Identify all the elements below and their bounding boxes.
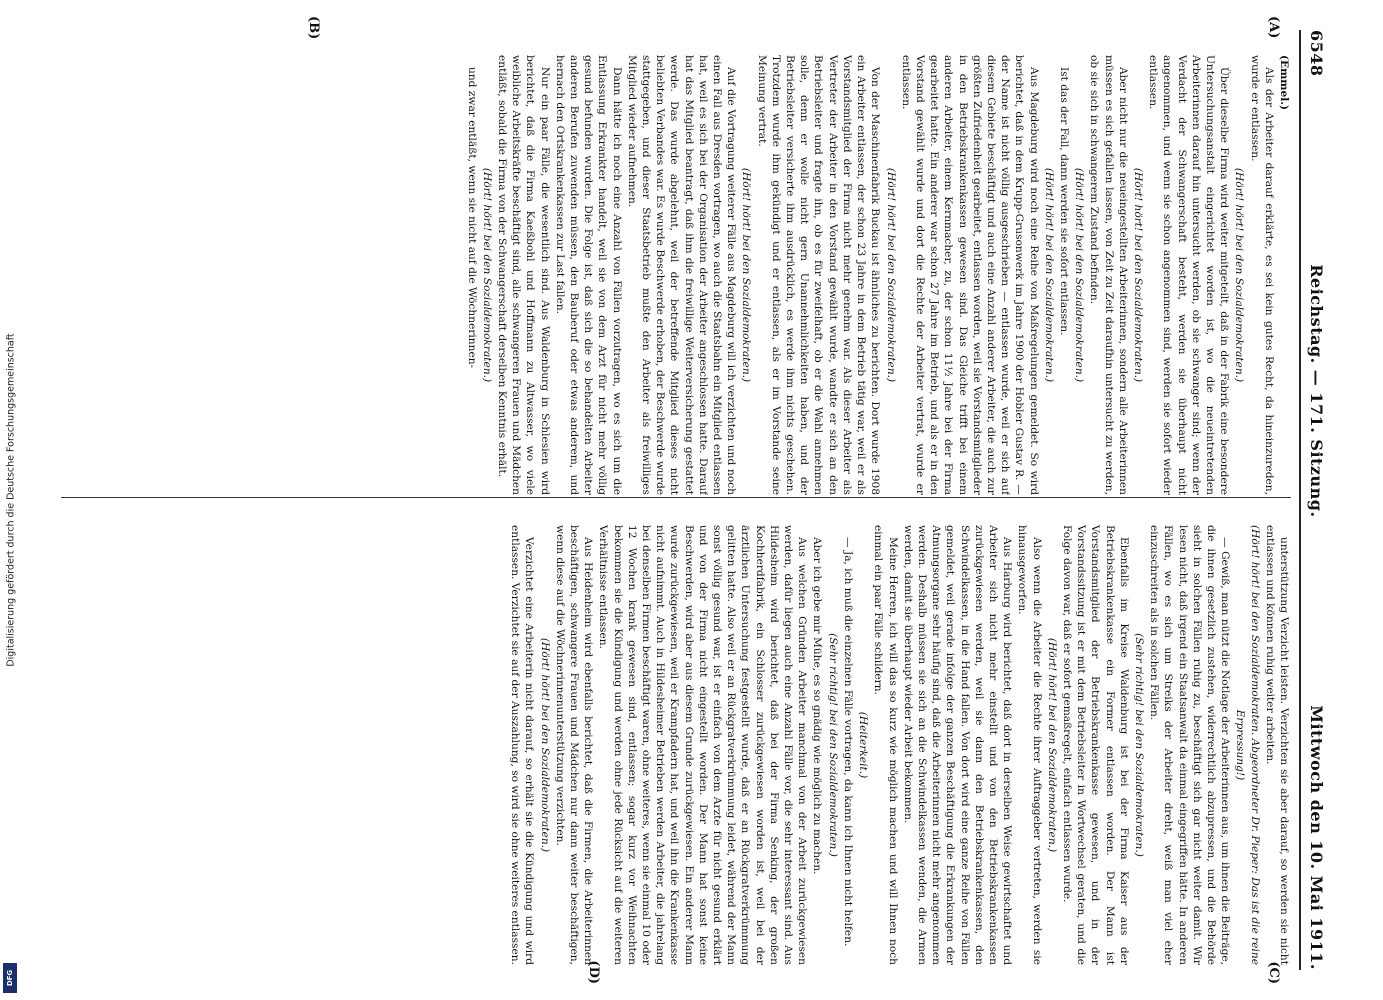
page-date: Mittwoch den 10. Mai 1911. [1307, 705, 1327, 970]
interjection: (Hört! hört! bei den Sozialdemokraten.) [1042, 167, 1055, 383]
paragraph: Von der Maschinenfabrik Buckau ist ähnliches zu berichten. Dort wurde 1908 ein Arbeiter entlassen, der schon 23 Jahre in dem Betrieb tätig war, weil er als Vorstandsmitglied der Firma nicht mehr genehm war. Als dieser Arbeiter als Vertreter der Arbeiter in den Vorstand gewählt wurde, wandte er sich an den Betriebsleiter und fragte ihn, ob es für zweifelhaft, ob er die Wahl annehmen solle, denn er wolle nicht gern Unannehmlichkeiten haben, und der Betriebsleiter versicherte ihm ausdrücklich, es werde ihm nichts geschehen. Trotzdem wurde ihm gekündigt und er entlassen, als er im Vorstande seine Meinung vertrat. [755, 55, 882, 495]
paragraph: Also wenn die Arbeiter die Rechte ihrer Auftraggeber vertreten, werden sie hinausgeworfen. [1016, 525, 1043, 965]
header-rule [1299, 30, 1301, 970]
paragraph: — Ja, ich muß die einzelnen Fälle vortragen, da kann ich Ihnen nicht helfen. [841, 537, 854, 947]
document-page [41, 10, 1341, 990]
right-column [61, 525, 1291, 965]
interjection: (Heiterkeit.) [857, 711, 870, 779]
paragraph: Als der Arbeiter darauf erklärte, es sei kein gutes Recht, da hineinzureden, wurde er entlassen. [1248, 55, 1275, 495]
margin-mark-a: (A) [1266, 16, 1281, 39]
paragraph: Verzichtet eine Arbeiterin nicht darauf, so erhält sie die Kündigung und wird entlassen. Verzichtet sie auf der Auszahlung, so wird sie ohne weiteres entlassen. [509, 525, 536, 965]
paragraph: Meine Herren, ich will das so kurz wie möglich machen und will Ihnen noch einmal ein paar Fälle schildern. [872, 525, 899, 965]
interjection: (Sehr richtig! bei den Sozialdemokraten.) [1132, 633, 1145, 857]
paragraph: Über dieselbe Firma wird weiter mitgeteilt, daß in der Fabrik eine besondere Untersuchungsanstalt eingerichtet worden ist, wo die neueintretenden Arbeiterinnen darauf hin untersucht werden, ob sie schwanger sind; wenn der Verdacht der Schwangerschaft besteht, werden sie überhaupt nicht angenommen, und wenn sie schon angenommen sind, werden sie sofort wieder entlassen. [1147, 55, 1231, 495]
interjection: (Hört! hört! bei den Sozialdemokraten. Abgeordneter Dr. Pieper: Das ist die reine Erpressung!) [1234, 525, 1261, 965]
paragraph: — Gewiß, man nützt die Notlage der Arbeiterinnen aus, um ihnen die Beiträge, die ihnen gesetzlich zustehen, widerrechtlich abzupressen, und die Behörde sieht in solchen Fällen ruhig zu, beschäftigt sich gar nicht weiter damit. Wir lesen nicht, daß irgend ein Staatsanwalt da einmal eingegriffen hätte. In anderen Fällen, wo es sich um Streiks der Arbeiter dreht, weiß man viel eher einzuschreiten als in solchen Fällen. [1148, 525, 1232, 965]
interjection: (Hört! hört! bei den Sozialdemokraten.) [480, 167, 493, 383]
interjection: (Hört! hört! bei den Sozialdemokraten.) [1233, 167, 1246, 383]
interjection: (Hört! hört! bei den Sozialdemokraten.) [1045, 637, 1058, 853]
margin-mark-d: (D) [586, 960, 601, 984]
paragraph: Nur ein paar Fälle, die wesentlich sind. Aus Waldenburg in Schlesien wird berichtet, daß die Firma Kaeßbohl und Hoffmann zu Altwasser, wo viele weibliche Arbeitskräfte beschäftigt sind, alle schwangeren Frauen und Mädchen entläßt, sobald die Firma von der Schwangerschaft derselben Kenntnis erhält. [496, 55, 551, 495]
interjection: (Hört! hört! bei den Sozialdemokraten.) [740, 167, 753, 383]
paragraph: Dann hätte ich noch eine Anzahl von Fällen vorzutragen, wo es sich um die Entlassung Erkrankter handelt, weil sie von dem Arzt für nicht mehr völlig gesund befunden wurden. Die Folge ist, daß sich die so behandelten Arbeiter anderen Berufen zuwenden müssen, den Bauberuf oder etwas anderem, und hernach den Ortskrankenkassen zur Last fallen. [553, 55, 623, 495]
paragraph: Ebenfalls im Kreise Waldenburg ist bei der Firma Kaiser aus der Betriebskrankenkasse ein Former entlassen worden. Der Mann ist Vorstandsmitglied der Betriebskrankenkasse gewesen, und in der Vorstandssitzung ist er mit dem Betriebsleiter in Wortwechsel geraten, und die Folge davon war, daß er sofort gemaßregelt, einfach entlassen wurde. [1060, 525, 1130, 965]
paragraph: Ist das der Fall, dann werden sie sofort entlassen. [1057, 67, 1070, 336]
speaker-name: (Emmel.) [1278, 55, 1290, 110]
paragraph: Aus welchen Gründen Arbeiter manchmal von der Arbeit zurückgewiesen werden, dafür liegen auch eine Anzahl Fälle vor, die sehr interessant sind. Aus Hildesheim wird berichtet, daß bei der Firma Senking, der großen Kochherdfabrik, ein Schlosser zurückgewiesen worden ist, weil bei der ärztlichen Untersuchung festgestellt wurde, daß er an Rückgratverkrümmung gelitten hatte. Also weil er an Rückgratverkrümmung leidet, während der Mann sonst völlig gesund war, ist er einfach von dem Arzte für nicht gesund erklärt und von der Firma nicht eingestellt worden. Der Mann hat sonst keine Beschwerden, wird aber aus diesem Grunde zurückgewiesen. Ein anderer Mann wurde zurückgewiesen, weil er Krampfadern hat, und weil ihn die Krankenkasse nicht aufnimmt. Auch in Hildesheimer Betrieben werden Arbeiter, die jahrelang bei denselben Firmen beschäftigt waren, ohne weiteres, wenn sie einmal 10 oder 12 Wochen krank gewesen sind, entlassen; sogar kurz vor Weihnachten bekommen sie die Kündigung und werden ohne jede Rücksicht auf die weiteren Verhältnisse entlassen. [597, 525, 809, 965]
paragraph: Aus Heidenheim wird ebenfalls berichtet, daß die Firmen, die Arbeiterinnen beschäftigen, schwangere Frauen und Mädchen nur dann weiter beschäftigen, wenn diese auf die Wöchnerinnenunterstützung verzichten. [553, 525, 595, 965]
digitization-credit [4, 0, 18, 1000]
paragraph: Aber ich gebe mir Mühe, es so gnädig wie möglich zu machen. [811, 537, 824, 875]
left-column [61, 55, 1291, 495]
interjection: (Sehr richtig! bei den Sozialdemokraten.) [826, 633, 839, 857]
paragraph: Auf die Vortragung weiterer Fälle aus Magdeburg will ich verzichten und noch einen Fall aus Dresden vortragen, wo auch die Staatsbahn ein Mitglied entlassen hat, weil es sich bei der Organisation der Arbeiter angeschlossen hatte. Darauf hat das Mitglied beantragt, daß ihm die freiwillige Weiterversicherung gestattet werde. Das wurde abgelehnt, weil der betreffende Mitglied dieses nicht beliebten Verbandes war. Es wurde Beschwerde erhoben, der Beschwerde wurde stattgegeben, und dieser Staatsbetrieb mußte den Arbeiter als freiwilliges Mitglied wieder aufnehmen. [625, 55, 738, 495]
paragraph: unterstützung Verzicht leisten. Verzichten sie aber darauf, so werden sie nicht entlassen und können ruhig weiter arbeiten. [1263, 525, 1290, 965]
paragraph: Aus Harburg wird berichtet, daß dort in derselben Weise gewirtschaftet und Arbeiter sich nicht mehr einstellt und von den Betriebskrankenkassen zurückgewiesen werden, weil sie dann den Betriebskrankenkassen, den Schwindelkassen, in die Hand fallen. Von dort wird eine ganze Reihe von Fällen gemeldet, weil gerade infolge der ganzen Beschäftigung die Erkrankungen der Atmungsorgane sehr häufig sind, daß die Arbeiterinnen nicht mehr angenommen werden. Deshalb müssen sie sich an die Schwindelkassen wenden, die Armen werden, damit sie überhaupt wieder Arbeit bekommen. [901, 525, 1014, 965]
dfg-logo-text: DFG [6, 969, 14, 987]
paragraph: Aber nicht nur die neueingestellten Arbeiterinnen, sondern alle Arbeiterinnen müssen es sich gefallen lassen, von Zeit zu Zeit daraufhin untersucht zu werden, ob sie sich in schwangerem Zustand befinden. [1088, 55, 1129, 495]
margin-mark-b: (B) [306, 16, 321, 40]
interjection: (Hört! hört! bei den Sozialdemokraten.) [1073, 167, 1086, 383]
column-divider [61, 497, 1291, 498]
page-title: Reichstag. — 171. Sitzung. [1307, 264, 1327, 518]
interjection: (Hört! hört! bei den Sozialdemokraten.) [884, 167, 897, 383]
dfg-logo [3, 963, 17, 993]
page-number: 6548 [1307, 30, 1327, 77]
margin-mark-c: (C) [1266, 961, 1281, 984]
paragraph: Aus Magdeburg wird noch eine Reihe von Maßregelungen gemeldet. So wird berichtet, daß in dem Krupp-Grusonwerk im Jahre 1900 der Hobler Gustav R. — der Name ist nicht völlig ausgeschrieben — entlassen wurde, weil er sich auf diesem Gebiete beschäftigt und auch eine Anzahl anderer Arbeiter, die auch zur größten Zufriedenheit gearbeitet, entlassen worden, weil sie Vorstandsmitglieder in den Betriebskrankenkassen gewesen sind. Das Gleiche trifft bei einem anderen Arbeiter, einem Kernmacher, zu, der schon 11½ Jahre bei der Firma gearbeitet hatte. Ein anderer war schon 27 Jahre im Betrieb, und als er in den Vorstand gewählt wurde und dort die Rechte der Arbeiter vertrat, wurde er entlassen. [899, 55, 1040, 495]
interjection: (Hört! hört! bei den Sozialdemokraten.) [538, 637, 551, 853]
page-header [1303, 30, 1331, 970]
paragraph: und zwar entläßt, wenn sie nicht auf die Wöchnerinnen- [465, 67, 478, 369]
credit-text: Digitalisierung gefördert durch die Deutsche Forschungsgemeinschaft [5, 333, 17, 667]
interjection: (Hört! hört! bei den Sozialdemokraten.) [1131, 167, 1144, 383]
